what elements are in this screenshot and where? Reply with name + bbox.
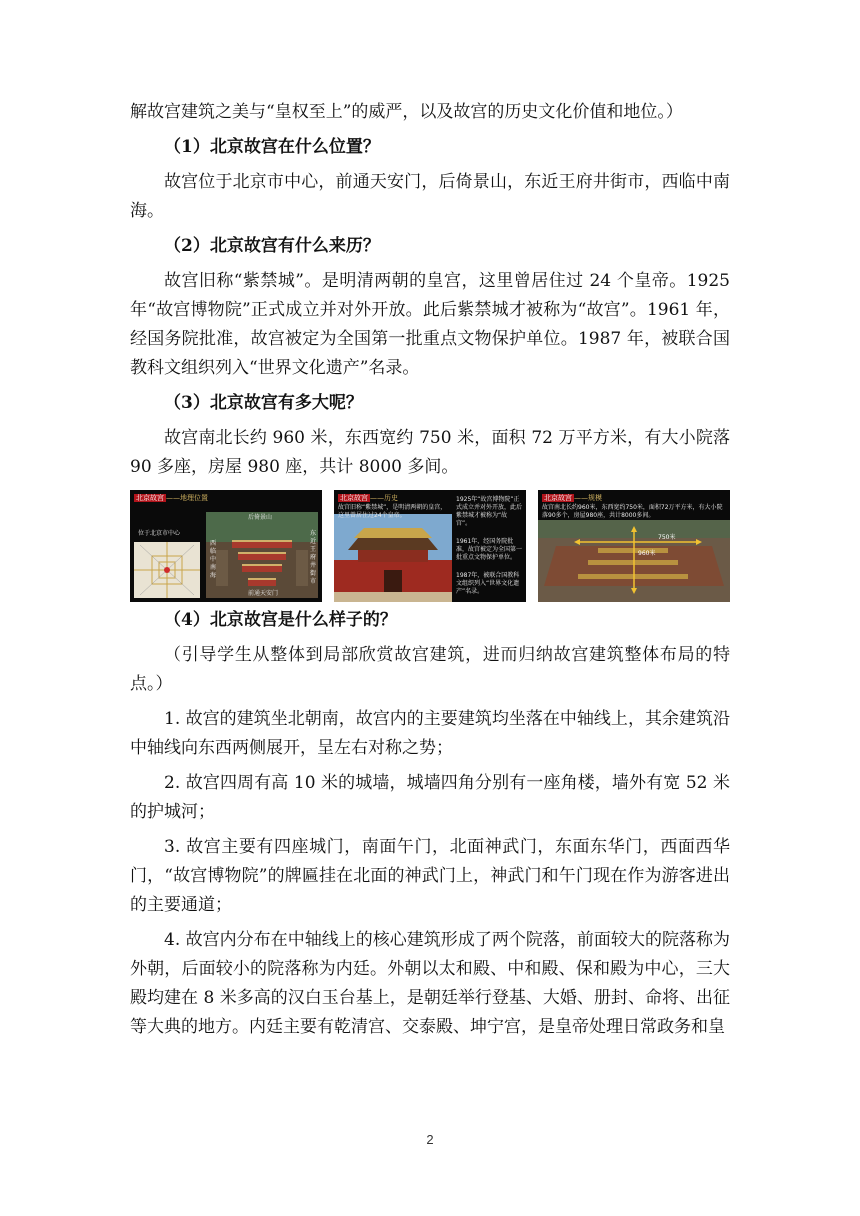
section-heading: （4）北京故宫是什么样子的？	[164, 610, 397, 630]
scale-intro: 故宫南北长约960米，东西宽约750米，面积72万平方米，有大小院落90多个，房屋980座，共计8000多间。	[542, 504, 723, 519]
paragraph: 解故宫建筑之美与“皇权至上”的威严，以及故宫的历史文化价值和地位。）	[130, 102, 683, 122]
page-number: 2	[426, 1132, 434, 1147]
list-item: 1. 故宫的建筑坐北朝南，故宫内的主要建筑均坐落在中轴线上，其余建筑沿中轴线向东西两侧展开，呈左右对称之势；	[130, 709, 730, 758]
list-item: 4. 故宫内分布在中轴线上的核心建筑形成了两个院落，前面较大的院落称为外朝，后面较小的院落称为内廷。外朝以太和殿、中和殿、保和殿为中心，三大殿均建在 8 米多高的汉白玉台基上，是朝廷举行登基、大婚、册封、命将、出征等大典的地方。内廷主要有乾清宫、交泰殿、坤宁宫，是皇帝处理日常政务和皇	[130, 930, 730, 1037]
label-east: 东近王府井街市	[310, 530, 317, 585]
history-item-1925: 1925年“故宫博物院”正式成立并对外开放，此后紫禁城才被称为“故宫”。	[456, 496, 523, 527]
slide-title: 北京故宫 ——历史	[340, 494, 398, 502]
paragraph: （引导学生从整体到局部欣赏故宫建筑，进而归纳故宫建筑整体布局的特点。）	[130, 645, 730, 694]
paragraph: 故宫位于北京市中心，前通天安门，后倚景山，东近王府井街市，西临中南海。	[130, 172, 730, 221]
list-item: 2. 故宫四周有高 10 米的城墙，城墙四角分别有一座角楼，墙外有宽 52 米的护城河；	[130, 773, 730, 822]
list-item: 3. 故宫主要有四座城门，南面午门，北面神武门，东面东华门，西面西华门，“故宫博物院”的牌匾挂在北面的神武门上，神武门和午门现在作为游客进出的主要通道；	[130, 837, 730, 915]
label-center: 位于北京市中心	[138, 530, 181, 537]
paragraph: 故宫旧称“紫禁城”。是明清两朝的皇宫，这里曾居住过 24 个皇帝。1925 年“故宫博物院”正式成立并对外开放。此后紫禁城才被称为“故宫”。1961 年，经国务院批准，故宫被定为全国第一批重点文物保护单位。1987 年，被联合国教科文组织列入“世界文化遗产”名录。	[130, 271, 730, 378]
history-intro: 故宫旧称“紫禁城”，是明清两朝的皇宫，这里曾居住过24个皇帝。	[338, 504, 447, 519]
dimension-east-west: 750米	[658, 534, 676, 541]
history-item-1987: 1987年，被联合国教科文组织列入“世界文化遗产”名录。	[456, 572, 520, 595]
slide-gallery	[130, 490, 730, 602]
paragraph: 故宫南北长约 960 米，东西宽约 750 米，面积 72 万平方米，有大小院落 90 多座，房屋 980 座，共计 8000 多间。	[130, 428, 730, 477]
section-heading: （1）北京故宫在什么位置？	[164, 137, 380, 157]
document-body	[130, 98, 730, 1048]
slide-history	[334, 490, 526, 602]
label-south: 前通天安门	[248, 590, 279, 597]
section-heading: （3）北京故宫有多大呢？	[164, 393, 363, 413]
history-item-1961: 1961年，经国务院批准，故宫被定为全国第一批重点文物保护单位。	[456, 538, 523, 561]
label-north: 后倚景山	[248, 514, 273, 521]
slide-title: 北京故宫 ——地理位置	[136, 494, 208, 502]
slide-location	[130, 490, 322, 602]
location-illustration	[130, 490, 322, 602]
dimension-north-south: 960米	[638, 550, 656, 557]
label-west: 西临中南海	[210, 540, 217, 579]
slide-title: 北京故宫 ——规模	[544, 494, 602, 502]
slide-scale	[538, 490, 730, 602]
section-heading: （2）北京故宫有什么来历？	[164, 236, 380, 256]
